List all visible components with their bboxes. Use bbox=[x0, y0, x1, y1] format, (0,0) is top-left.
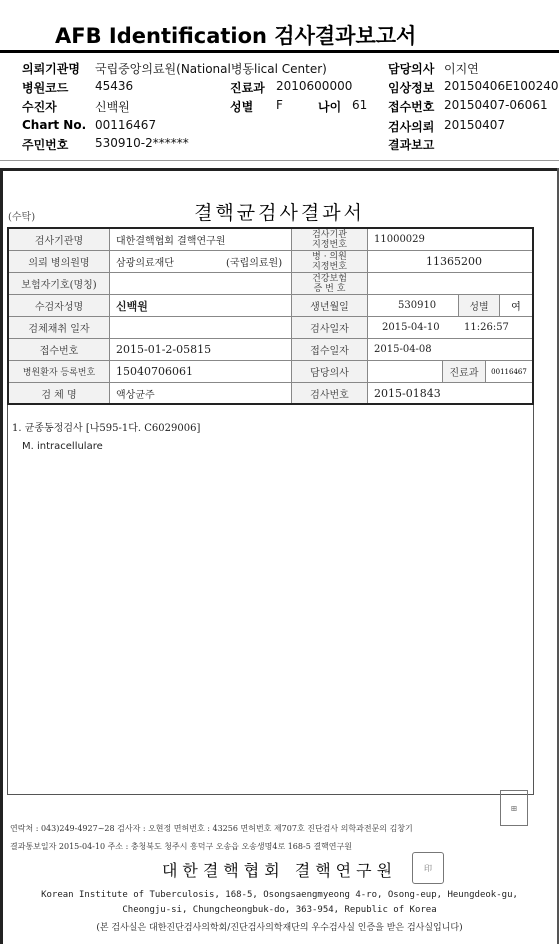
cell-requesting-hospital: 삼광의료재단 bbox=[116, 258, 174, 269]
cell-sex: 여 bbox=[511, 302, 521, 313]
cell-registration-no: 15040706061 bbox=[116, 365, 193, 378]
cell-birth-label: 생년월일 bbox=[292, 295, 367, 316]
footer-notice-date-line: 결과통보일자 2015-04-10 주소 : 충청북도 청주시 흥덕구 오송읍 오송생명4로 168-5 결핵연구원 bbox=[10, 842, 352, 851]
header-title: AFB Identification 검사결과보고서 bbox=[55, 24, 417, 48]
report-header bbox=[0, 0, 559, 168]
label-chart-no: Chart No. bbox=[22, 118, 87, 132]
report-title: 결핵균검사결과서 bbox=[194, 202, 365, 224]
value-hospital-code: 45436 bbox=[95, 79, 134, 93]
cell-specimen-date bbox=[110, 317, 291, 338]
value-clinical-info: 20150406E100240 bbox=[444, 79, 559, 93]
footer-contact-line: 연락처 : 043)249-4927~28 검사자 : 오현정 면허번호 : 43256 면허번호 제707호 진단검사 의학과전문의 김창기 bbox=[10, 824, 413, 833]
label-department: 진료과 bbox=[230, 81, 265, 95]
cell-receipt-date-label: 접수일자 bbox=[292, 339, 367, 360]
cell-patient: 신백원 bbox=[116, 299, 148, 313]
info-table bbox=[7, 227, 534, 405]
cell-sex-label: 성별 bbox=[459, 295, 499, 316]
cell-test-date-label: 검사일자 bbox=[292, 317, 367, 338]
cell-lab-institution: 대한결핵협회 결핵연구원 bbox=[116, 236, 226, 247]
certification-notice: (본 검사실은 대한진단검사의학회/진단검사의학재단의 우수검사실 인증을 받은 검사실입니다) bbox=[96, 923, 463, 933]
cell-test-no: 2015-01843 bbox=[374, 386, 441, 400]
cell-dept: 00116467 bbox=[491, 367, 527, 376]
cell-lab-institution-label: 검사기관명 bbox=[9, 229, 109, 250]
label-test-request: 검사의뢰 bbox=[388, 120, 435, 134]
scanned-report bbox=[0, 168, 559, 944]
cell-receipt-date: 2015-04-08 bbox=[374, 344, 432, 355]
cell-insurer-label: 보험자기호(명칭) bbox=[9, 273, 109, 294]
cell-requesting-hospital-note: (국립의료원) bbox=[226, 258, 283, 269]
header-rule bbox=[0, 50, 559, 53]
value-sex: F bbox=[276, 98, 283, 112]
seal-stamp: ⊞ bbox=[500, 790, 528, 826]
cell-lab-code-label: 검사기관 지정번호 bbox=[292, 229, 367, 250]
value-requesting-institution: 국립중앙의료원(National병동lical Center) bbox=[95, 62, 327, 76]
cell-insurer bbox=[110, 273, 291, 294]
value-patient: 신백원 bbox=[95, 100, 130, 114]
result-organism: M. intracellulare bbox=[22, 441, 103, 452]
value-receipt-number: 20150407-06061 bbox=[444, 98, 548, 112]
scan-top-border bbox=[0, 168, 559, 171]
cell-patient-label: 수검자성명 bbox=[9, 295, 109, 316]
cell-doctor bbox=[368, 361, 442, 382]
value-age: 61 bbox=[352, 98, 368, 112]
cell-specimen: 액상균주 bbox=[116, 389, 155, 401]
label-result-report: 결과보고 bbox=[388, 138, 435, 152]
cell-requesting-code: 11365200 bbox=[426, 255, 482, 268]
label-resident-number: 주민번호 bbox=[22, 138, 69, 152]
cell-lab-code: 11000029 bbox=[374, 234, 425, 245]
cell-registration-no-label: 병원환자 등록번호 bbox=[9, 361, 109, 382]
english-address-line-1: Korean Institute of Tuberculosis, 168-5, Osongsaengmyeong 4-ro, Osong-eup, Heungdeok-gu, bbox=[41, 890, 518, 900]
cell-requesting-code-label: 병 · 의원 지정번호 bbox=[292, 251, 367, 272]
value-department: 2010600000 bbox=[276, 79, 353, 93]
label-requesting-institution: 의뢰기관명 bbox=[22, 62, 80, 76]
english-address-line-2: Cheongju-si, Chungcheongbuk-do, 363-954, Republic of Korea bbox=[122, 905, 437, 915]
consignment-mark: (수탁) bbox=[8, 212, 36, 223]
label-clinical-info: 임상정보 bbox=[388, 81, 435, 95]
label-sex: 성별 bbox=[230, 100, 254, 114]
label-patient: 수진자 bbox=[22, 100, 57, 114]
value-test-request: 20150407 bbox=[444, 118, 506, 132]
cell-test-date: 2015-04-10 bbox=[382, 322, 440, 333]
label-attending-doctor: 담당의사 bbox=[388, 62, 435, 76]
value-attending-doctor: 이지연 bbox=[444, 62, 479, 76]
cell-doctor-label: 담당의사 bbox=[292, 361, 367, 382]
organization-name: 대한결핵협회 결핵연구원 bbox=[161, 861, 398, 880]
cell-birth: 530910 bbox=[398, 300, 437, 311]
label-receipt-number: 접수번호 bbox=[388, 100, 435, 114]
cell-specimen-date-label: 검체채취 일자 bbox=[9, 317, 109, 338]
result-test-line: 1. 균종동정검사 [나595-1다. C6029006] bbox=[12, 423, 201, 434]
label-hospital-code: 병원코드 bbox=[22, 81, 69, 95]
cell-requesting-hospital-label: 의뢰 병의원명 bbox=[9, 251, 109, 272]
cell-test-time: 11:26:57 bbox=[464, 322, 509, 333]
cell-insurance-label: 건강보험 증 번 호 bbox=[292, 273, 367, 294]
results-area bbox=[7, 405, 534, 795]
scan-left-border bbox=[0, 168, 3, 944]
cell-receipt-no: 2015-01-2-05815 bbox=[116, 343, 212, 356]
cell-insurance bbox=[368, 273, 532, 294]
cell-specimen-label: 검 체 명 bbox=[9, 383, 109, 403]
header-bottom-rule bbox=[0, 160, 559, 161]
label-age: 나이 bbox=[318, 100, 342, 114]
cell-dept-label: 진료과 bbox=[443, 361, 485, 382]
value-chart-no: 00116467 bbox=[95, 118, 157, 132]
value-resident-number: 530910-2****** bbox=[95, 136, 189, 150]
cell-test-no-label: 검사번호 bbox=[292, 383, 367, 403]
official-seal: 印 bbox=[412, 852, 444, 884]
cell-receipt-no-label: 접수번호 bbox=[9, 339, 109, 360]
